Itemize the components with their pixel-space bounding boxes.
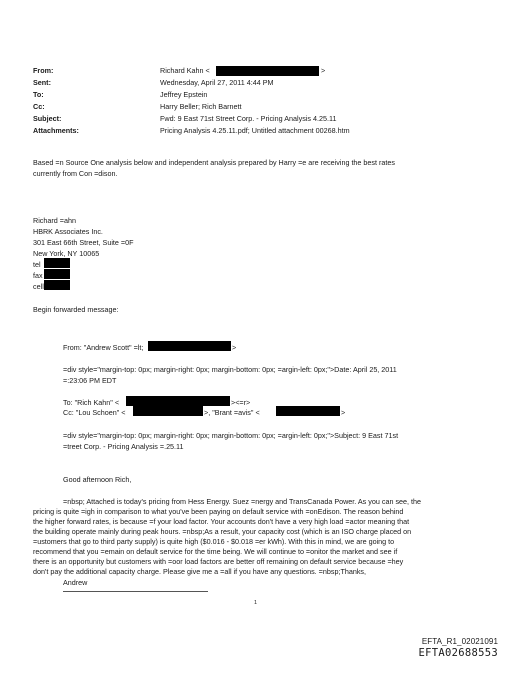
fwd-from-line: From: "Andrew Scott" =lt; (63, 343, 144, 352)
fwd-cc-close: > (341, 408, 346, 417)
begin-forwarded: Begin forwarded message: (33, 305, 119, 314)
sent-value: Wednesday, April 27, 2011 4:44 PM (160, 78, 274, 87)
from-label: From: (33, 66, 54, 75)
attachments-label: Attachments: (33, 126, 79, 135)
fwd-from-close: > (232, 343, 237, 352)
message-line: pricing is quite =igh in comparison to what you've been paying on default service with =onEdison. The reason behind (33, 507, 404, 516)
redaction-box (126, 396, 230, 406)
page-number: 1 (254, 600, 258, 606)
message-line: recommend that you =emain on default service for the time being. We will continue to =onitor the market and see if (33, 547, 398, 556)
message-greeting: Good afternoon Rich, (63, 475, 132, 484)
intro-line-2: currently from Con =dison. (33, 169, 118, 178)
to-value: Jeffrey Epstein (160, 90, 208, 99)
message-line: the building operate mainly during peak hours. =nbsp;As a result, your capacity cost (which is an ISO charge placed on (33, 527, 412, 536)
signature-address-1: 301 East 66th Street, Suite =0F (33, 238, 134, 247)
signature-address-2: New York, NY 10065 (33, 249, 100, 258)
fwd-date-cont: =:23:06 PM EDT (63, 376, 117, 385)
from-close-bracket: > (321, 66, 326, 75)
fwd-subject-cont: =treet Corp. - Pricing Analysis =.25.11 (63, 442, 184, 451)
sent-label: Sent: (33, 78, 51, 87)
signature-fax: fax (33, 271, 43, 280)
to-label: To: (33, 90, 44, 99)
redaction-box (44, 258, 70, 268)
message-signoff: Andrew (63, 578, 88, 587)
fwd-cc-mid: >, "Brant =avis" < (204, 408, 260, 417)
redaction-box (276, 406, 340, 416)
fwd-to-close: ><=r> (231, 398, 251, 407)
cc-value: Harry Beller; Rich Barnett (160, 102, 242, 111)
bates-number-secondary: EFTA02688553 (418, 647, 498, 659)
signature-name: Richard =ahn (33, 216, 76, 225)
signature-divider (63, 591, 208, 592)
subject-label: Subject: (33, 114, 62, 123)
redaction-box (44, 280, 70, 290)
redaction-box (148, 341, 231, 351)
redaction-box (133, 406, 203, 416)
message-line: the higher forward rates, is because =f your load factor. Your accounts don't have a very high load =actor meaning that (33, 517, 410, 526)
bates-number-primary: EFTA_R1_02021091 (421, 637, 498, 646)
redaction-box (216, 66, 319, 76)
message-line: there is an opportunity but customers with =oor load factors are better off remaining on default service because =hey (33, 557, 404, 566)
cc-label: Cc: (33, 102, 45, 111)
message-line: don't pay the additional capacity charge. Please give me a =all if you have any questions. =nbsp;Thanks, (33, 567, 367, 576)
message-line: =nbsp; Attached is today's pricing from Hess Energy. Suez =nergy and TransCanada Power. As you can see, the (63, 497, 422, 506)
signature-tel: tel (33, 260, 41, 269)
fwd-cc-line: Cc: "Lou Schoen" < (63, 408, 126, 417)
fwd-date-div: =div style="margin-top: 0px; margin-right: 0px; margin-bottom: 0px; =argin-left: 0px;">Date: April 25, 2011 (63, 365, 397, 374)
from-value: Richard Kahn < (160, 66, 210, 75)
fwd-subject-div: =div style="margin-top: 0px; margin-right: 0px; margin-bottom: 0px; =argin-left: 0px;">Subject: 9 East 71st (63, 431, 399, 440)
subject-value: Fwd: 9 East 71st Street Corp. - Pricing Analysis 4.25.11 (160, 114, 337, 123)
message-line: =ustomers that go to third party supply) is quite high ($0.016 - $0.018 =er kWh). With this in mind, we are going to (33, 537, 395, 546)
attachments-value: Pricing Analysis 4.25.11.pdf; Untitled attachment 00268.htm (160, 126, 350, 135)
signature-cell: cell (33, 282, 44, 291)
signature-company: HBRK Associates Inc. (33, 227, 103, 236)
fwd-to-line: To: "Rich Kahn" < (63, 398, 120, 407)
intro-line-1: Based =n Source One analysis below and independent analysis prepared by Harry =e are receiving the best rates (33, 158, 395, 167)
redaction-box (44, 269, 70, 279)
